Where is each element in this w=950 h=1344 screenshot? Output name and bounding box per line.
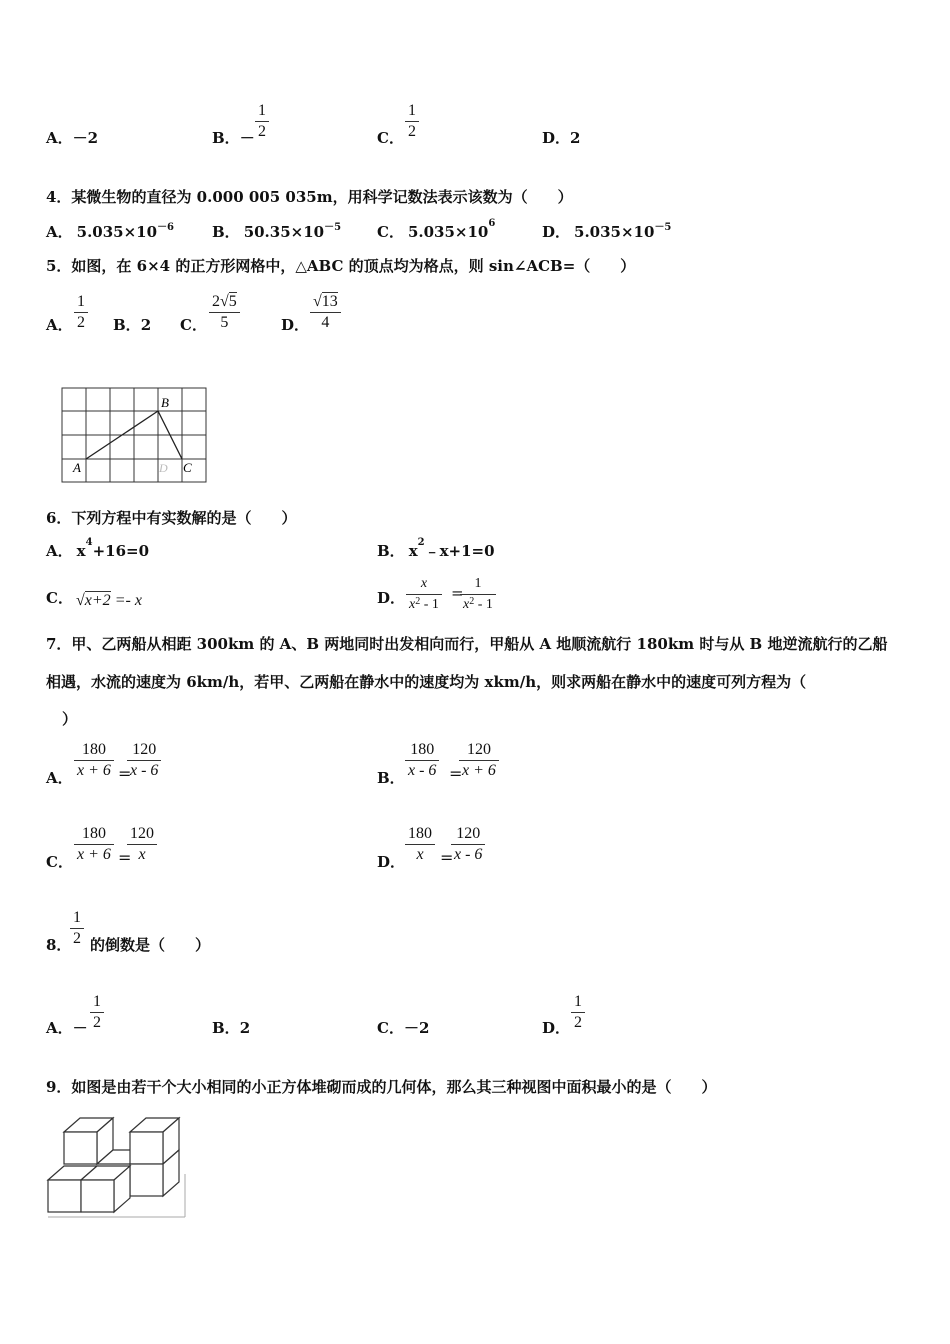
q8-stem-fraction — [70, 908, 84, 949]
option-label: B． — [212, 223, 240, 241]
denominator: 4 — [310, 312, 341, 333]
q7-b-fraction-left — [405, 740, 439, 781]
q3-option-c-fraction — [405, 101, 419, 142]
q6-option-d-fraction-left — [406, 574, 442, 615]
denominator-exponent: 2 — [415, 596, 421, 607]
q8-number: 8． — [46, 936, 72, 954]
q3-option-d[interactable] — [542, 127, 580, 148]
q7-d-fraction-left — [405, 824, 435, 865]
option-exponent: 6 — [488, 218, 496, 229]
denominator: x + 6 — [74, 760, 114, 781]
radicand: 13 — [321, 293, 338, 310]
denominator: x — [405, 844, 435, 865]
q4-option-d[interactable] — [542, 221, 671, 242]
option-label: C． — [377, 129, 404, 147]
q8-option-b[interactable] — [212, 1017, 250, 1038]
equals-sign: = — [440, 848, 454, 867]
denominator — [406, 594, 442, 615]
q6-option-c[interactable]: C． — [46, 589, 73, 607]
numerator: 1 — [73, 909, 81, 926]
q3-option-b-fraction — [255, 101, 269, 142]
option-exponent: 2 — [417, 537, 425, 548]
q6-option-a[interactable] — [46, 537, 150, 561]
option-label: B． — [113, 316, 141, 334]
q5-option-d-fraction — [310, 292, 341, 333]
q3-option-a[interactable] — [46, 127, 98, 148]
q4-option-b[interactable] — [212, 221, 341, 242]
q9-stem: 9．如图是由若干个大小相同的小正方体堆砌而成的几何体，那么其三种视图中面积最小的是（ ） — [46, 1078, 717, 1096]
option-value: 2 — [570, 129, 581, 147]
numerator: 1 — [93, 993, 101, 1010]
option-base: 5.035×10 — [407, 223, 489, 241]
minus-sign: － — [239, 129, 255, 147]
q7-stem-line2: 相遇，水流的速度为 6km/h，若甲、乙两船在静水中的速度均为 xkm/h，则求两船在静水中的速度可列方程为（ — [46, 673, 807, 691]
option-label: C． — [377, 1019, 404, 1037]
denominator: x - 6 — [127, 760, 161, 781]
numerator — [310, 292, 341, 312]
radicand: 5 — [228, 293, 237, 310]
option-base: 5.035×10 — [574, 223, 655, 241]
q7-a-fraction-left — [74, 740, 114, 781]
option-exponent: 4 — [85, 537, 93, 548]
q7-c-fraction-right — [127, 824, 157, 865]
vertex-a-label: A — [73, 460, 81, 475]
q6-option-d-fraction-right — [460, 574, 496, 615]
rhs: =- x — [114, 592, 142, 609]
option-label: A． — [46, 223, 73, 241]
option-base: x — [408, 542, 418, 560]
q7-stem-line1: 7．甲、乙两船从相距 300km 的 A、B 两地同时出发相向而行，甲船从 A 地顺流航行 180km 时与从 B 地逆流航行的乙船 — [46, 635, 888, 653]
equals-sign: = — [451, 584, 464, 602]
q5-option-a-fraction — [74, 292, 88, 333]
numerator: 120 — [132, 741, 157, 758]
option-label: A． — [46, 129, 73, 147]
q3-option-c[interactable] — [377, 127, 404, 148]
denominator: 2 — [70, 928, 84, 949]
denominator: 2 — [255, 121, 269, 142]
q5-option-c-fraction — [209, 292, 240, 333]
equals-sign: = — [118, 764, 132, 783]
vertex-d-label: D — [159, 461, 168, 475]
q4-option-a[interactable] — [46, 221, 174, 242]
q7-d-fraction-right — [451, 824, 485, 865]
option-label: B． — [377, 542, 405, 560]
q8-option-a[interactable] — [46, 1017, 88, 1038]
q3-option-b[interactable] — [212, 127, 255, 148]
q7-a-fraction-right — [127, 740, 161, 781]
q5-option-c[interactable]: C． — [180, 316, 207, 334]
denominator — [460, 594, 496, 615]
q6-option-b[interactable] — [377, 537, 495, 561]
option-exponent: －6 — [157, 222, 175, 233]
q6-stem: 6．下列方程中有实数解的是（ ） — [46, 509, 297, 527]
q7-option-d[interactable]: D． — [377, 853, 406, 871]
q8-option-c[interactable] — [377, 1017, 429, 1038]
denominator: x + 6 — [459, 760, 499, 781]
sqrt-icon: √ — [76, 592, 85, 609]
numerator: 180 — [81, 741, 106, 758]
q5-option-a[interactable]: A． — [46, 316, 73, 334]
q7-option-c[interactable]: C． — [46, 853, 73, 871]
sqrt-icon: √ — [313, 293, 322, 310]
numerator: 1 — [574, 993, 582, 1010]
coefficient: 2 — [212, 293, 220, 310]
option-label: C． — [377, 223, 404, 241]
q4-stem: 4．某微生物的直径为 0.000 005 035m，用科学记数法表示该数为（ ） — [46, 188, 573, 206]
option-value: 2 — [140, 316, 152, 334]
numerator: 120 — [456, 825, 481, 842]
minus-sign: － — [72, 1019, 88, 1037]
q8-option-d[interactable]: D． — [542, 1019, 571, 1037]
option-rest: ﹣x+1=0 — [424, 542, 495, 560]
equals-sign: = — [118, 848, 132, 867]
q7-option-b[interactable]: B． — [377, 769, 405, 787]
option-exponent: －5 — [654, 222, 672, 233]
q6-option-d[interactable]: D． — [377, 589, 406, 607]
numerator: 180 — [408, 825, 432, 842]
option-label: B． — [212, 129, 240, 147]
denominator: x - 6 — [405, 760, 439, 781]
denominator: 2 — [571, 1012, 585, 1033]
q8-option-a-fraction — [90, 992, 104, 1033]
q4-option-c[interactable] — [377, 218, 496, 242]
cube-stack — [48, 1118, 179, 1212]
denominator-rest: - 1 — [420, 597, 439, 612]
q8-option-d-fraction — [571, 992, 585, 1033]
numerator: 1 — [258, 102, 266, 119]
option-value: －2 — [403, 1019, 430, 1037]
denominator-exponent: 2 — [469, 596, 475, 607]
option-base: 50.35×10 — [243, 223, 325, 241]
q7-option-a[interactable]: A． — [46, 769, 73, 787]
numerator: 1 — [474, 576, 482, 591]
denominator: x - 6 — [451, 844, 485, 865]
q5-stem: 5．如图，在 6×4 的正方形网格中，△ABC 的顶点均为格点，则 sin∠ACB=（ ） — [46, 257, 636, 275]
option-label: A． — [46, 1019, 73, 1037]
denominator: 2 — [74, 312, 88, 333]
numerator: 120 — [130, 825, 154, 842]
denominator: 2 — [90, 1012, 104, 1033]
option-label: B． — [212, 1019, 240, 1037]
q7-b-fraction-right — [459, 740, 499, 781]
q9-cube-stack-figure — [44, 1114, 189, 1222]
denominator: 2 — [405, 121, 419, 142]
denominator: 5 — [209, 312, 240, 333]
option-exponent: －5 — [324, 222, 342, 233]
numerator: 120 — [466, 741, 491, 758]
denominator-base: x — [463, 597, 470, 612]
equals-sign: = — [449, 764, 463, 783]
denominator: x — [127, 844, 157, 865]
numerator: 1 — [77, 293, 85, 310]
denominator: x + 6 — [74, 844, 114, 865]
q7-stem-line3: ） — [62, 710, 78, 728]
q5-grid-figure — [60, 386, 220, 486]
option-label: A． — [46, 542, 73, 560]
q8-stem: 的倒数是（ ） — [90, 936, 211, 954]
q6-option-c-equation — [76, 592, 142, 610]
q7-c-fraction-left — [74, 824, 114, 865]
numerator — [209, 292, 240, 312]
option-base: x — [76, 542, 86, 560]
numerator: x — [420, 576, 428, 591]
numerator: 180 — [410, 741, 435, 758]
option-label: D． — [542, 223, 571, 241]
option-label: D． — [542, 129, 571, 147]
vertex-b-label: B — [161, 395, 169, 410]
sqrt-icon: √ — [220, 293, 229, 310]
vertex-c-label: C — [183, 460, 192, 475]
option-value: －2 — [72, 129, 99, 147]
denominator-base: x — [409, 597, 416, 612]
q5-option-b[interactable] — [113, 314, 151, 335]
numerator: 1 — [408, 102, 416, 119]
option-rest: +16=0 — [92, 542, 150, 560]
option-value: 2 — [239, 1019, 251, 1037]
q5-option-d[interactable]: D． — [281, 316, 310, 334]
denominator-rest: - 1 — [474, 597, 493, 612]
radicand: x+2 — [84, 592, 111, 609]
numerator: 180 — [81, 825, 106, 842]
option-base: 5.035×10 — [76, 223, 158, 241]
